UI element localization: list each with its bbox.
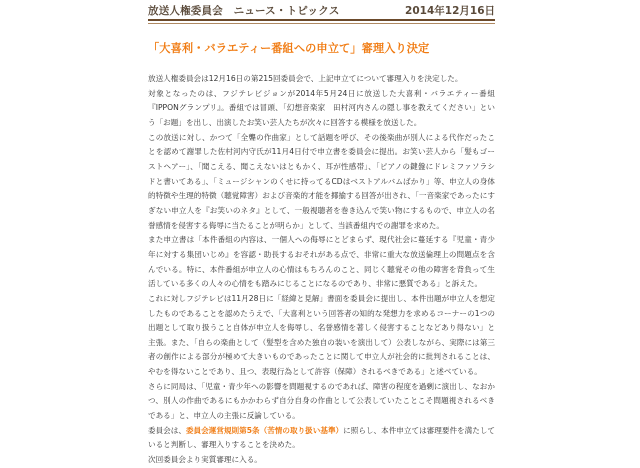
publish-date: 2014年12月16日 [405,5,495,17]
decision-prefix: 委員会は、 [148,425,186,435]
section-title: 放送人権委員会 ニュース・トピックス [148,5,340,17]
news-page [148,0,495,468]
closing-paragraph: 次回委員会より実質審理に入る。 [148,455,262,465]
rules-link[interactable]: 委員会運営規則第5条（苦情の取り扱い基準） [185,425,344,435]
paragraph: これに対しフジテレビは11月28日に「経緯と見解」書面を委員会に提出し、本件出題が申立人を想定したものであることを認めたうえで、「大喜利という回答者の知的な発想力を求めるコーナーの1つの出題として取り扱うこと自体が申立人を侮辱し、名誉感情を著しく侵害することなどあり得ない」と主張。また、「自らの楽曲として（髪型を含めた独自の装いを演出して）公表しながら、実際には第三者の創作による部分が極めて大きいものであったことに関して申立人が社会的に批判されることは、やむを得ないことであり、且つ、表現行為として許容（保障）されるべきである」と述べている。 [148,293,495,377]
decision-suffix: に照らし、本件申立ては審理要件を満たしていると判断し、審理入りすることを決めた。 [148,425,496,450]
article-body [148,72,495,468]
paragraph: この放送に対し、かつて「全聾の作曲家」として話題を呼び、その後楽曲が別人による代作だったことを認めて謝罪した佐村河内守氏が11月4日付で申立書を委員会に提出。お笑い芸人から「髪もゴーストヘアー」、「聞こえる、聞こえないはともかく、耳が性感帯」、「ピアノの鍵盤にドレミファソラシドと書いてある」、「ミュージシャンのくせに持ってるCDはベストアルバムばかり」等、申立人の身体的特徴や生理的特徴（聴覚障害）および音楽的才能を揶揄する回答が出され、「一音楽家であったにすぎない申立人を『お笑いのネタ』として、一般視聴者を巻き込んで笑い物にするもので、申立人の名誉感情を侵害する侮辱に当たることが明らか」として、当該番組内での謝罪を求めた。 [148,132,495,230]
paragraph: 放送人権委員会は12月16日の第215回委員会で、上記申立てについて審理入りを決定した。 [148,74,463,83]
paragraph: また申立書は「本件番組の内容は、一個人への侮辱にとどまらず、現代社会に蔓延する『児童・青少年に対する集団いじめ』を容認・助長するおそれがある点で、非常に重大な放送倫理上の問題点を含んでいる。特に、本件番組が申立人の心情はもちろんのこと、同じく聴覚その他の障害を背負って生活している多くの人々の心情をも踏みにじることになるのであり、非常に悪質である」と訴えた。 [148,235,495,289]
paragraph: 対象となったのは、フジテレビジョンが2014年5月24日に放送した大喜利・バラエティー番組『IPPONグランプリ』。番組では冒頭、「幻想音楽家 田村河内さんの隠し事を教えてください」という「お題」を出し、出演したお笑い芸人たちが次々に回答する模様を放送した。 [148,88,495,127]
page-header [148,0,495,21]
decision-paragraph [148,424,495,453]
paragraph: さらに同局は、「児童・青少年への影響を問題視するのであれば、障害の程度を過剰に演出し、なおかつ、別人の作曲であるにもかかわらず自分自身の作曲として公表していたことこそ問題視されるべきである」と、申立人の主張に反論している。 [148,381,495,421]
article-title: 「大喜利・バラエティー番組への申立て」審理入り決定 [148,42,430,55]
